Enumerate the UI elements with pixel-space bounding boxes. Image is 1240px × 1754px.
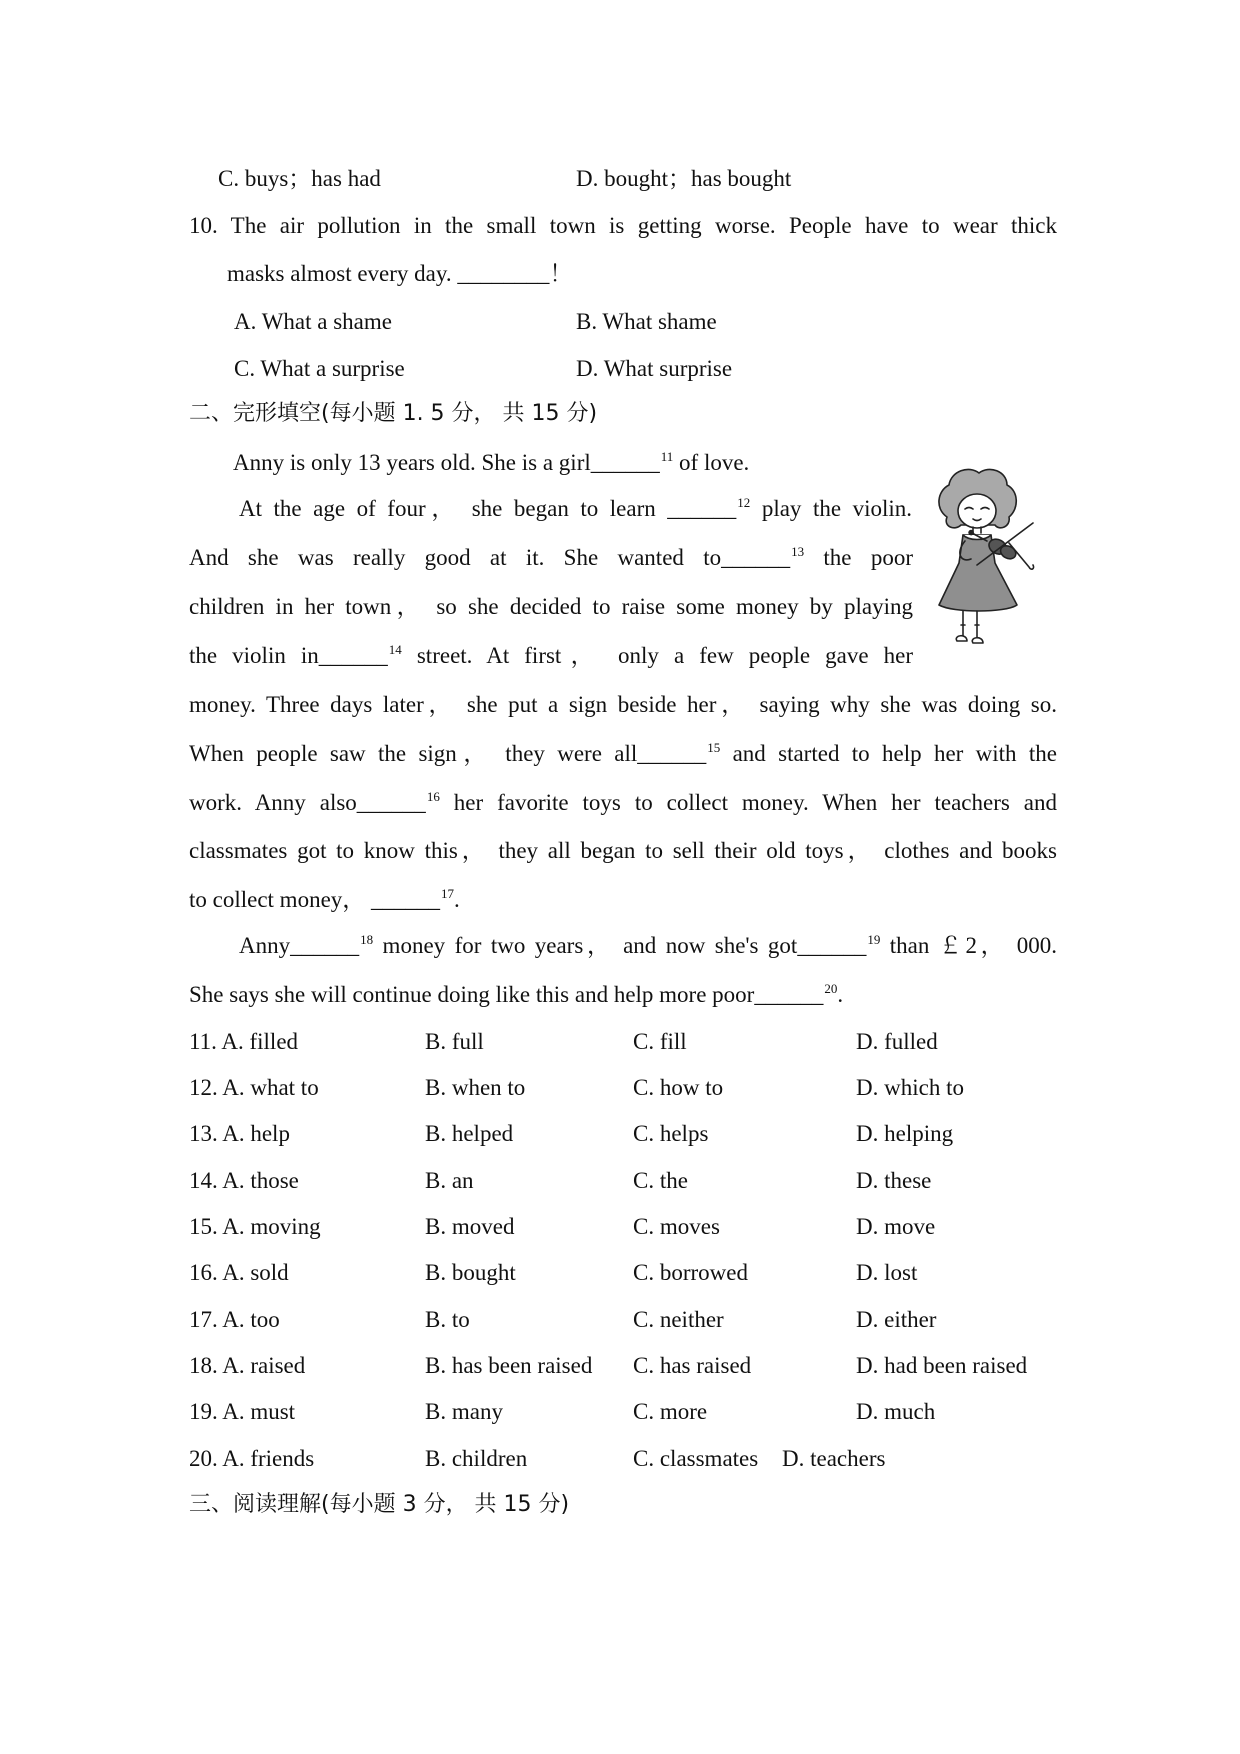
option-a: 15. A. moving: [189, 1214, 321, 1239]
q9-option-d: D. bought；has bought: [576, 166, 792, 191]
option-d: D. move: [856, 1214, 936, 1239]
option-b: B. when to: [425, 1075, 526, 1100]
option-a: 20. A. friends: [189, 1446, 315, 1471]
option-row-11: [189, 1030, 1057, 1076]
option-row-13: [189, 1122, 1057, 1169]
option-d: D. either: [856, 1307, 937, 1332]
option-row-19: [189, 1400, 1057, 1447]
option-d: D. these: [856, 1168, 932, 1193]
option-b: B. many: [425, 1399, 503, 1424]
option-d: D. fulled: [856, 1029, 938, 1054]
option-d: D. much: [856, 1399, 936, 1424]
passage-line-2: At the age of four， she began to learn ______$^{12}$ play the violin.: [239, 495, 912, 521]
option-d: D. helping: [856, 1121, 954, 1146]
girl-violin-illustration: [925, 465, 1045, 655]
option-b: B. an: [425, 1168, 474, 1193]
q10-option-a: A. What a shame: [234, 309, 392, 334]
option-c: C. helps: [633, 1121, 709, 1146]
option-a: 17. A. too: [189, 1307, 280, 1332]
passage-line-9: classmates got to know this， they all began to sell their old toys， clothes and books: [189, 838, 1057, 863]
option-row-20: [189, 1447, 1057, 1493]
passage-line-1: Anny is only 13 years old. She is a girl______$^{11}$ of love.: [233, 449, 750, 475]
passage-line-12: She says she will continue doing like this and help more poor______$^{20}$.: [189, 981, 844, 1007]
q10-option-b: B. What shame: [576, 309, 717, 334]
option-b: B. full: [425, 1029, 484, 1054]
option-c: C. neither: [633, 1307, 724, 1332]
option-row-15: [189, 1215, 1057, 1261]
option-b: B. moved: [425, 1214, 515, 1239]
option-a: 18. A. raised: [189, 1353, 306, 1378]
option-a: 14. A. those: [189, 1168, 299, 1193]
passage-line-6: money. Three days later， she put a sign beside her， saying why she was doing so.: [189, 692, 1057, 717]
option-row-12: [189, 1076, 1057, 1122]
option-b: B. bought: [425, 1260, 516, 1285]
option-b: B. to: [425, 1307, 470, 1332]
passage-line-3: And she was really good at it. She wanted to______$^{13}$ the poor: [189, 544, 913, 570]
q10-stem-line2: masks almost every day. ________！: [227, 261, 573, 286]
option-d: D. had been raised: [856, 1353, 1028, 1378]
option-c: C. more: [633, 1399, 708, 1424]
option-c: C. borrowed: [633, 1260, 748, 1285]
option-row-14: [189, 1169, 1057, 1215]
option-a: 11. A. filled: [189, 1029, 299, 1054]
option-row-18: [189, 1354, 1057, 1400]
passage-line-7: When people saw the sign， they were all______$^{15}$ and started to help her with the: [189, 740, 1057, 766]
options-table: [189, 1030, 1057, 1493]
q10-option-c: C. What a surprise: [234, 356, 405, 381]
passage-line-10: to collect money， ______$^{17}$.: [189, 886, 460, 912]
option-b: B. children: [425, 1446, 528, 1471]
option-d: D. teachers: [782, 1446, 886, 1471]
option-a: 13. A. help: [189, 1121, 290, 1146]
option-row-17: [189, 1308, 1057, 1354]
passage-line-8: work. Anny also______$^{16}$ her favorite toys to collect money. When her teachers and: [189, 789, 1057, 815]
option-c: C. moves: [633, 1214, 720, 1239]
option-d: D. which to: [856, 1075, 964, 1100]
section-2-title: 二、完形填空(每小题 1. 5 分， 共 15 分): [189, 401, 598, 426]
option-a: 16. A. sold: [189, 1260, 289, 1285]
option-c: C. has raised: [633, 1353, 752, 1378]
option-d: D. lost: [856, 1260, 918, 1285]
option-b: B. helped: [425, 1121, 514, 1146]
q9-option-c: C. buys；has had: [218, 166, 381, 191]
passage-line-5: the violin in______$^{14}$ street. At first， only a few people gave her: [189, 642, 913, 668]
option-c: C. classmates: [633, 1446, 759, 1471]
passage-line-4: children in her town， so she decided to raise some money by playing: [189, 594, 913, 619]
option-c: C. the: [633, 1168, 688, 1193]
option-a: 19. A. must: [189, 1399, 296, 1424]
option-c: C. fill: [633, 1029, 687, 1054]
q10-option-d: D. What surprise: [576, 356, 733, 381]
passage-line-11: Anny______$^{18}$ money for two years， and now she's got______$^{19}$ than ￡2， 000.: [239, 932, 1057, 958]
option-c: C. how to: [633, 1075, 724, 1100]
option-row-16: [189, 1261, 1057, 1308]
section-3-title: 三、阅读理解(每小题 3 分， 共 15 分): [189, 1492, 570, 1517]
q10-stem-line1: 10. The air pollution in the small town is getting worse. People have to wear thick: [189, 213, 1057, 238]
option-a: 12. A. what to: [189, 1075, 319, 1100]
option-b: B. has been raised: [425, 1353, 593, 1378]
